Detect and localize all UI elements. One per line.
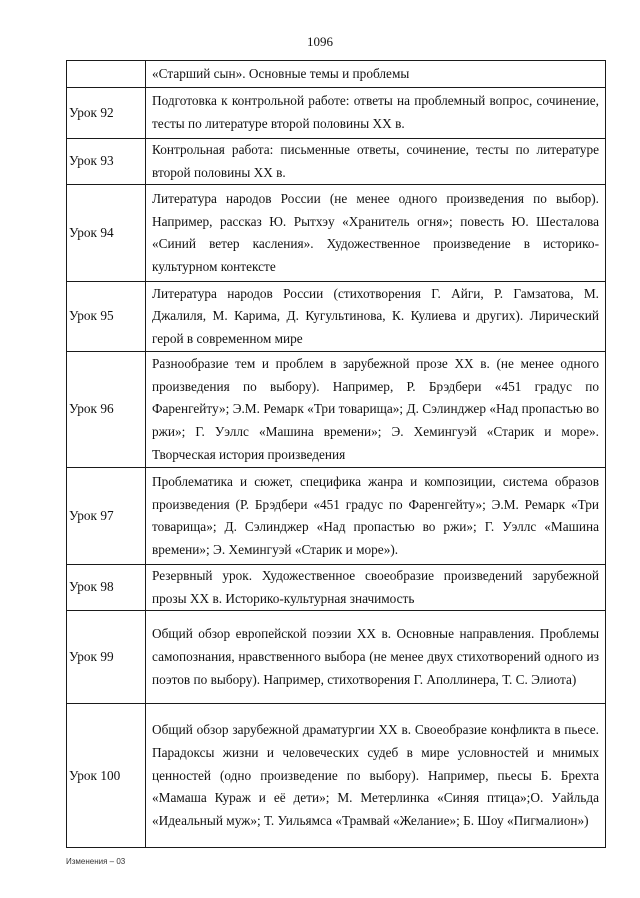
lesson-number-cell: Урок 100 (67, 704, 146, 848)
lesson-topic-cell: «Старший сын». Основные темы и проблемы (146, 61, 606, 88)
table-row (67, 61, 606, 88)
lesson-topic-cell: Литература народов России (стихотворения Г. Айги, Р. Гамзатова, М. Джалиля, М. Карима, Д. Кугультинова, К. Кулиева и других). Лирический герой в современном мире (146, 282, 606, 352)
lesson-topic-cell: Литература народов России (не менее одного произведения по выбор). Например, рассказ Ю. Рытхэу «Хранитель огня»; повесть Ю. Шесталова «Синий ветер касления». Художественное произведение в историко-культурном контексте (146, 185, 606, 282)
table-row (67, 139, 606, 185)
table-row (67, 185, 606, 282)
revision-footer: Изменения – 03 (66, 857, 126, 866)
lesson-number-cell: Урок 95 (67, 282, 146, 352)
lesson-topic-cell: Разнообразие тем и проблем в зарубежной прозе XX в. (не менее одного произведения по выбору). Например, Р. Брэдбери «451 градус по Фаренгейту»; Э.М. Ремарк «Три товарища»; Д. Сэлинджер «Над пропастью во ржи»; Г. Уэллс «Машина времени»; Э. Хемингуэй «Старик и море». Творческая история произведения (146, 352, 606, 468)
lesson-number-cell: Урок 98 (67, 565, 146, 611)
lesson-number-cell: Урок 94 (67, 185, 146, 282)
lesson-number-cell: Урок 92 (67, 88, 146, 139)
table-row (67, 282, 606, 352)
lesson-topic-cell: Подготовка к контрольной работе: ответы на проблемный вопрос, сочинение, тесты по литературе второй половины XX в. (146, 88, 606, 139)
lesson-topic-cell: Контрольная работа: письменные ответы, сочинение, тесты по литературе второй половины XX в. (146, 139, 606, 185)
table-row (67, 704, 606, 848)
lesson-number-cell: Урок 97 (67, 468, 146, 565)
page-number: 1096 (307, 34, 333, 49)
table-row (67, 611, 606, 704)
table-row (67, 352, 606, 468)
lesson-number-cell: Урок 99 (67, 611, 146, 704)
table-row (67, 468, 606, 565)
lesson-topic-cell: Резервный урок. Художественное своеобразие произведений зарубежной прозы XX в. Историко-культурная значимость (146, 565, 606, 611)
lesson-topic-cell: Проблематика и сюжет, специфика жанра и композиции, система образов произведения (Р. Брэдбери «451 градус по Фаренгейту»; Э.М. Ремарк «Три товарища»; Д. Сэлинджер «Над пропастью во ржи»; Г. Уэллс «Машина времени»; Э. Хемингуэй «Старик и море»). (146, 468, 606, 565)
lesson-number-cell (67, 61, 146, 88)
lesson-topic-cell: Общий обзор зарубежной драматургии XX в. Своеобразие конфликта в пьесе. Парадоксы жизни и человеческих судеб в мире условностей и мнимых ценностей (одно произведение по выбору). Например, пьесы Б. Брехта «Мамаша Кураж и её дети»; М. Метерлинка «Синяя птица»;О. Уайльда «Идеальный муж»; Т. Уильямса «Трамвай «Желание»; Б. Шоу «Пигмалион») (146, 704, 606, 848)
lesson-number-cell: Урок 93 (67, 139, 146, 185)
table-row (67, 88, 606, 139)
lesson-plan-table (66, 60, 606, 848)
table-row (67, 565, 606, 611)
lesson-topic-cell: Общий обзор европейской поэзии XX в. Основные направления. Проблемы самопознания, нравственного выбора (не менее двух стихотворений одного из поэтов по выбору). Например, стихотворения Г. Аполлинера, Т. С. Элиота) (146, 611, 606, 704)
lesson-number-cell: Урок 96 (67, 352, 146, 468)
